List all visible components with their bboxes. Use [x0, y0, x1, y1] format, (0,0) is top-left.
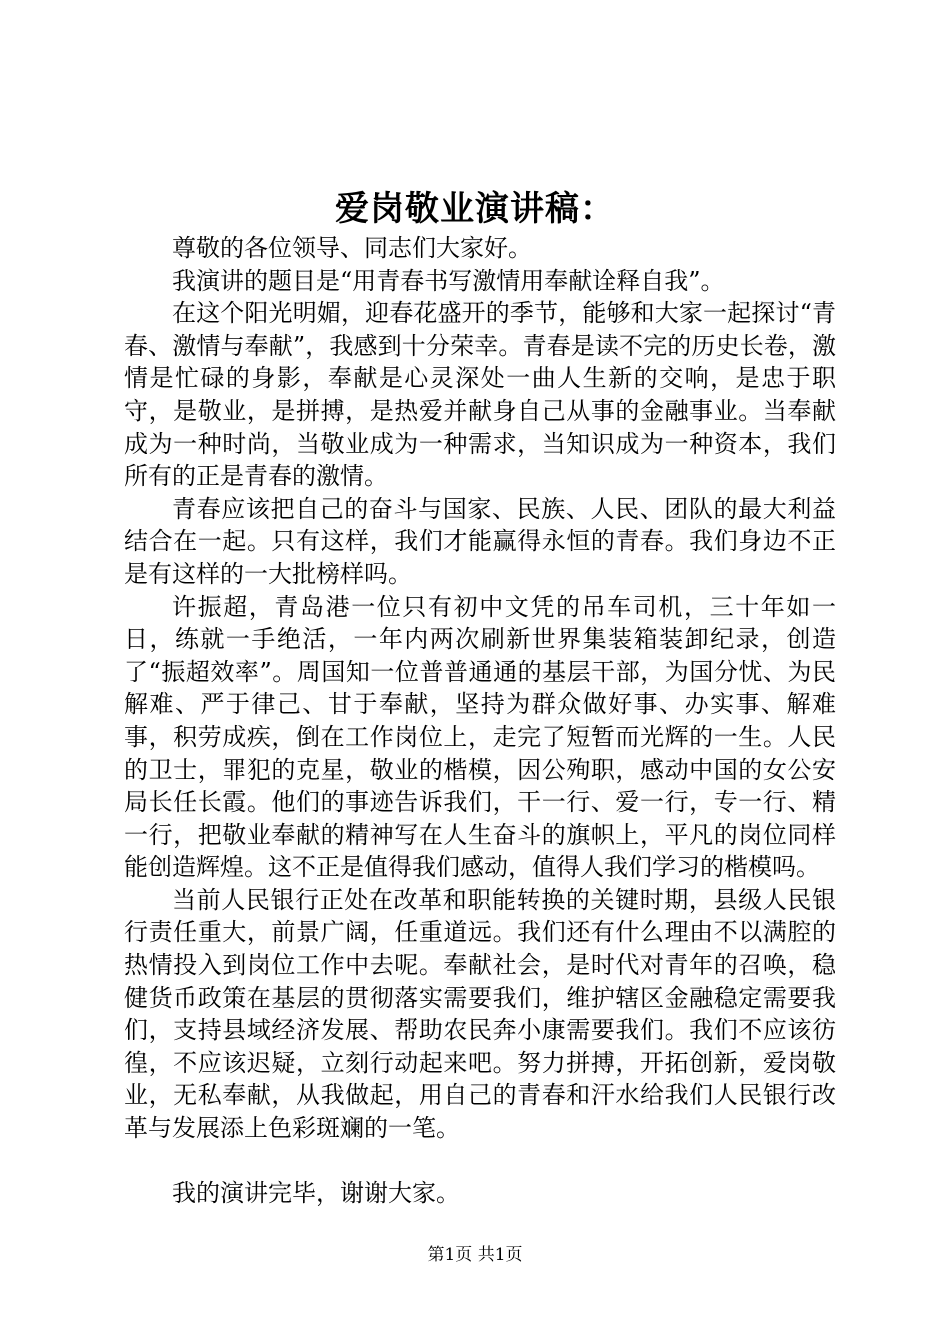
document-title: 爱岗敬业演讲稿：: [335, 189, 615, 229]
page-footer: 第1页 共1页: [427, 1245, 523, 1265]
paragraph-greeting: 尊敬的各位领导、同志们大家好。: [172, 234, 532, 262]
paragraph-intro: 在这个阳光明媚，迎春花盛开的季节，能够和大家一起探讨“青春、激情与奉献”，我感到十分荣幸。青春是读不完的历史长卷，激情是忙碌的身影，奉献是心灵深处一曲人生新的交响，是忠于职守，是敬业，是拼搏，是热爱并献身自己从事的金融事业。当奉献成为一种时尚，当敬业成为一种需求，当知识成为一种资本，我们所有的正是青春的激情。: [124, 299, 836, 491]
paragraph-examples: 许振超，青岛港一位只有初中文凭的吊车司机，三十年如一日，练就一手绝活，一年内两次刷新世界集装箱装卸纪录，创造了“振超效率”。周国知一位普普通通的基层干部，为国分忧、为民解难、严于律己、甘于奉献，坚持为群众做好事、办实事、解难事，积劳成疾，倒在工作岗位上，走完了短暂而光辉的一生。人民的卫士，罪犯的克星，敬业的楷模，因公殉职，感动中国的女公安局长任长霞。他们的事迹告诉我们，干一行、爱一行，专一行、精一行，把敬业奉献的精神写在人生奋斗的旗帜上，平凡的岗位同样能创造辉煌。这不正是值得我们感动，值得人我们学习的楷模吗。: [124, 592, 836, 882]
paragraph-call-to-action: 当前人民银行正处在改革和职能转换的关键时期，县级人民银行责任重大，前景广阔，任重道远。我们还有什么理由不以满腔的热情投入到岗位工作中去呢。奉献社会，是时代对青年的召唤，稳健货币政策在基层的贯彻落实需要我们，维护辖区金融稳定需要我们，支持县域经济发展、帮助农民奔小康需要我们。我们不应该彷徨，不应该迟疑，立刻行动起来吧。努力拼搏，开拓创新，爱岗敬业，无私奉献，从我做起，用自己的青春和汗水给我们人民银行改革与发展添上色彩斑斓的一笔。: [124, 885, 836, 1143]
paragraph-youth: 青春应该把自己的奋斗与国家、民族、人民、团队的最大利益结合在一起。只有这样，我们才能赢得永恒的青春。我们身边不正是有这样的一大批榜样吗。: [124, 494, 836, 588]
paragraph-topic: 我演讲的题目是“用青春书写激情用奉献诠释自我”。: [172, 266, 725, 295]
document-body: [124, 232, 836, 1209]
paragraph-closing: 我的演讲完毕，谢谢大家。: [172, 1178, 460, 1207]
